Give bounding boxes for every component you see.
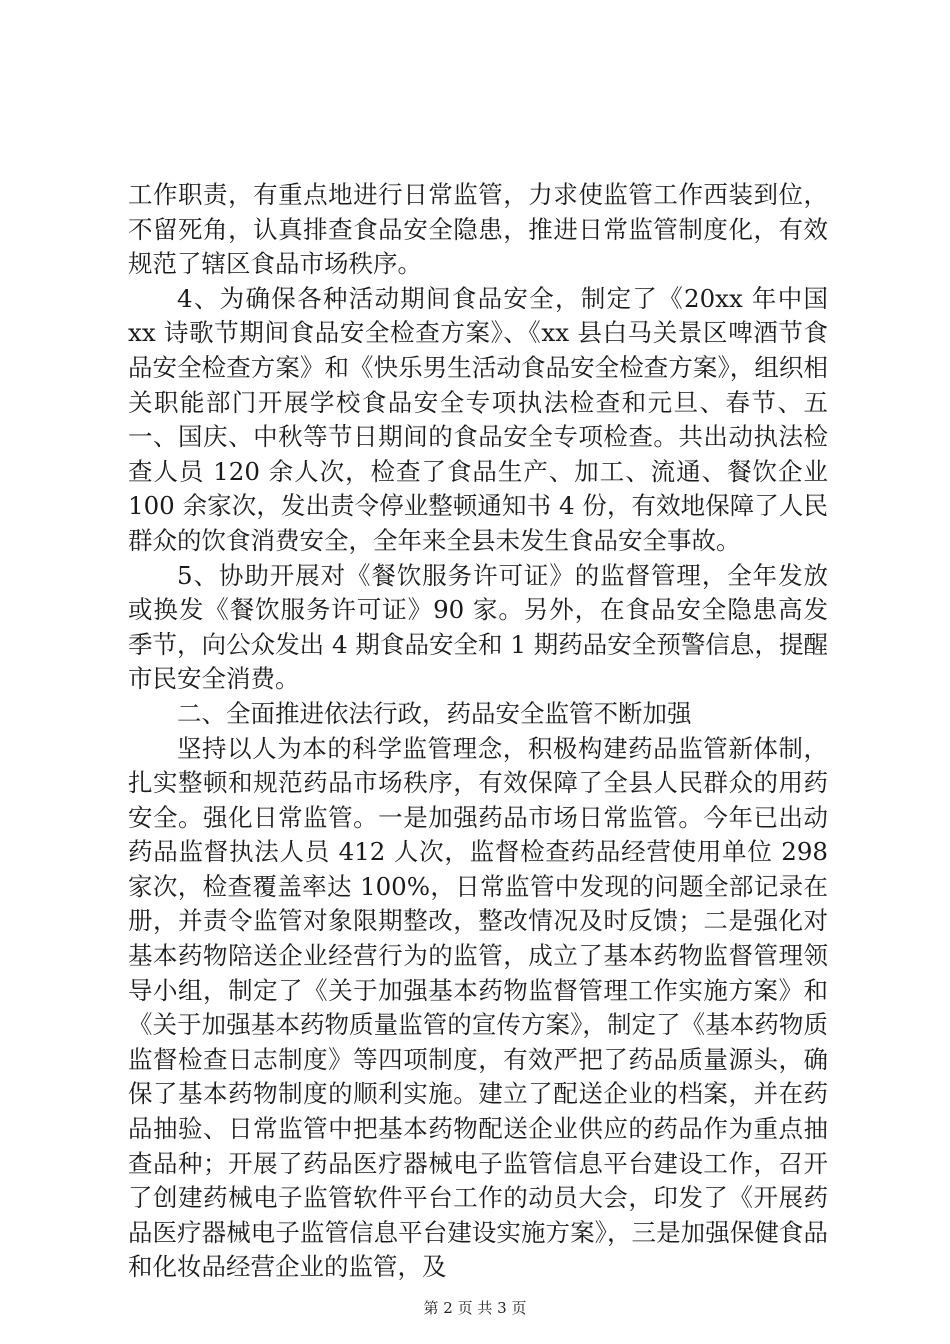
document-body	[128, 178, 828, 1285]
paragraph-continuation: 工作职责，有重点地进行日常监管，力求使监管工作西装到位，不留死角，认真排查食品安全隐患，推进日常监管制度化，有效规范了辖区食品市场秩序。	[128, 180, 828, 279]
paragraph-item-4: 4、为确保各种活动期间食品安全，制定了《20xx 年中国 xx 诗歌节期间食品安全检查方案》、《xx 县白马关景区啤酒节食品安全检查方案》和《快乐男生活动食品安全检查方案》，组织相关职能部门开展学校食品安全专项执法检查和元旦、春节、五一、国庆、中秋等节日期间的食品安全专项检查。共出动执法检查人员 120 余人次，检查了食品生产、加工、流通、餐饮企业 100 余家次，发出责令停业整顿通知书 4 份，有效地保障了人民群众的饮食消费安全，全年来全县未发生食品安全事故。	[128, 283, 828, 555]
paragraph-drug-supervision: 坚持以人为本的科学监管理念，积极构建药品监管新体制，扎实整顿和规范药品市场秩序，有效保障了全县人民群众的用药安全。强化日常监管。一是加强药品市场日常监管。今年已出动药品监督执法人员 412 人次，监督检查药品经营使用单位 298 家次，检查覆盖率达 100%，日常监管中发现的问题全部记录在册，并责令监管对象限期整改，整改情况及时反馈；二是强化对基本药物陪送企业经营行为的监管，成立了基本药物监督管理领导小组，制定了《关于加强基本药物监督管理工作实施方案》和《关于加强基本药物质量监管的宣传方案》，制定了《基本药物质监督检查日志制度》等四项制度，有效严把了药品质量源头，确保了基本药物制度的顺利实施。建立了配送企业的档案，并在药品抽验、日常监管中把基本药物配送企业供应的药品作为重点抽查品种；开展了药品医疗器械电子监管信息平台建设工作，召开了创建药械电子监管软件平台工作的动员大会，印发了《开展药品医疗器械电子监管信息平台建设实施方案》，三是加强保健食品和化妆品经营企业的监管，及	[128, 733, 828, 1282]
section-heading: 二、全面推进依法行政，药品安全监管不断加强	[177, 698, 692, 728]
paragraph-item-5: 5、协助开展对《餐饮服务许可证》的监督管理，全年发放或换发《餐饮服务许可证》90 家。另外，在食品安全隐患高发季节，向公众发出 4 期食品安全和 1 期药品安全预警信息，提醒市民安全消费。	[128, 560, 828, 694]
page-footer: 第 2 页 共 3 页	[423, 1299, 527, 1317]
